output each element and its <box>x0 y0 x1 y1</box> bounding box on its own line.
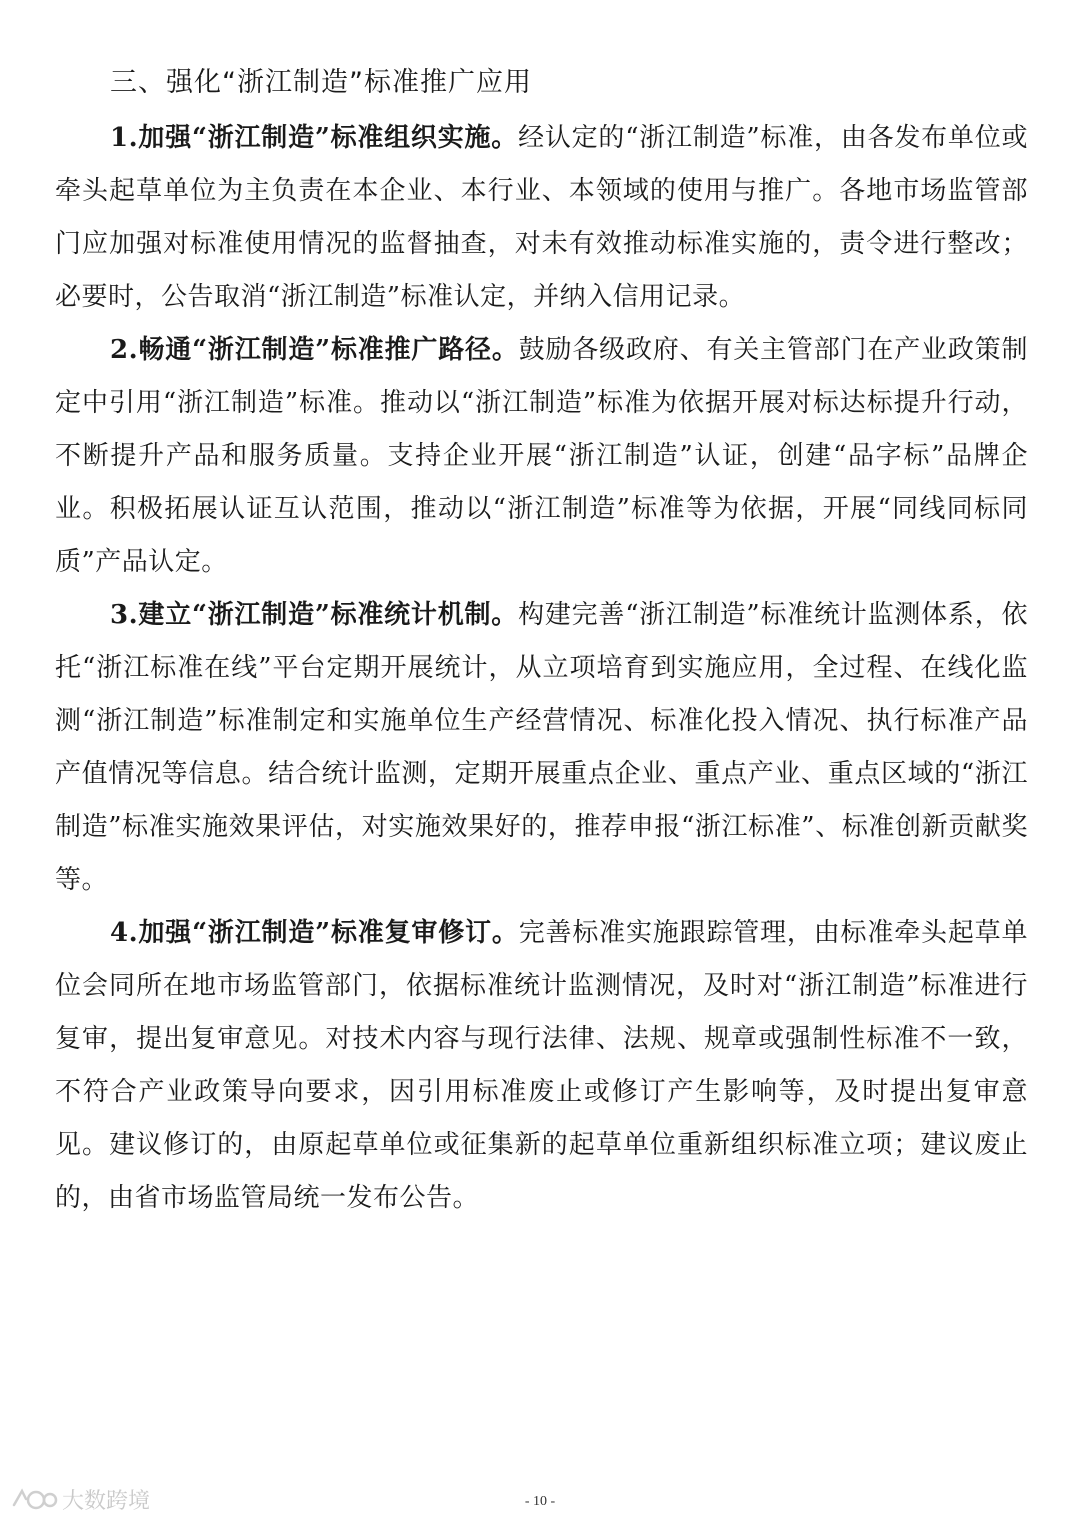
paragraph-4-lead: 4.加强“浙江制造”标准复审修订。 <box>110 918 519 948</box>
paragraph-3 <box>55 589 1028 907</box>
paragraph-2-body: 鼓励各级政府、有关主管部门在产业政策制定中引用“浙江制造”标准。推动以“浙江制造”标准为依据开展对标达标提升行动，不断提升产品和服务质量。支持企业开展“浙江制造”认证，创建“品字标”品牌企业。积极拓展认证互认范围，推动以“浙江制造”标准等为依据，开展“同线同标同质”产品认定。 <box>55 335 1028 577</box>
paragraph-2 <box>55 324 1028 589</box>
paragraph-1-lead: 1.加强“浙江制造”标准组织实施。 <box>110 123 519 153</box>
paragraph-4-body: 完善标准实施跟踪管理，由标准牵头起草单位会同所在地市场监管部门，依据标准统计监测情况，及时对“浙江制造”标准进行复审，提出复审意见。对技术内容与现行法律、法规、规章或强制性标准不一致，不符合产业政策导向要求，因引用标准废止或修订产生影响等，及时提出复审意见。建议修订的，由原起草单位或征集新的起草单位重新组织标准立项；建议废止的，由省市场监管局统一发布公告。 <box>55 918 1028 1213</box>
paragraph-2-lead: 2.畅通“浙江制造”标准推广路径。 <box>110 335 519 365</box>
document-page <box>55 60 1028 1225</box>
paragraph-1 <box>55 112 1028 324</box>
section-heading: 三、强化“浙江制造”标准推广应用 <box>110 67 532 98</box>
paragraph-1-body: 经认定的“浙江制造”标准，由各发布单位或牵头起草单位为主负责在本企业、本行业、本领域的使用与推广。各地市场监管部门应加强对标准使用情况的监督抽查，对未有效推动标准实施的，责令进行整改；必要时，公告取消“浙江制造”标准认定，并纳入信用记录。 <box>55 123 1028 312</box>
watermark-text: 大数跨境 <box>62 1489 151 1514</box>
paragraph-3-lead: 3.建立“浙江制造”标准统计机制。 <box>110 600 519 630</box>
page-number: - 10 - <box>524 1494 556 1509</box>
paragraph-4 <box>55 907 1028 1225</box>
paragraph-3-body: 构建完善“浙江制造”标准统计监测体系，依托“浙江标准在线”平台定期开展统计，从立项培育到实施应用，全过程、在线化监测“浙江制造”标准制定和实施单位生产经营情况、标准化投入情况、执行标准产品产值情况等信息。结合统计监测，定期开展重点企业、重点产业、重点区域的“浙江制造”标准实施效果评估，对实施效果好的，推荐申报“浙江标准”、标准创新贡献奖等。 <box>55 600 1028 895</box>
